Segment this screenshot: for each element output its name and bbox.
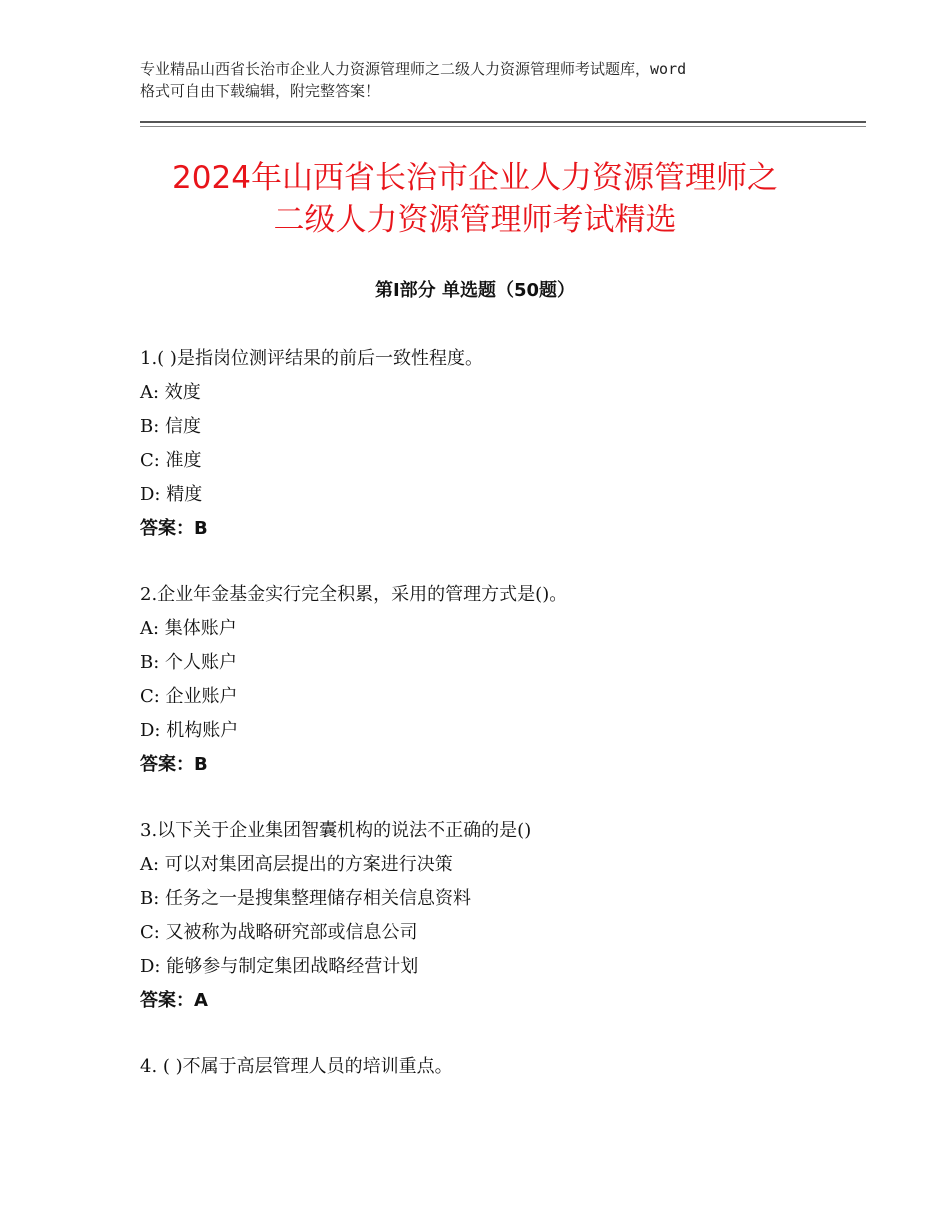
option-a: A: 可以对集团高层提出的方案进行决策 — [140, 854, 453, 875]
section-heading: 第Ⅰ部分 单选题（50题） — [374, 280, 575, 301]
document-title — [80, 157, 870, 241]
option-c: C: 又被称为战略研究部或信息公司 — [140, 922, 418, 943]
question-stem: 4. ( )不属于高层管理人员的培训重点。 — [140, 1056, 453, 1077]
header-divider-thick — [140, 121, 866, 123]
option-d: D: 机构账户 — [140, 720, 239, 741]
question-stem: 3.以下关于企业集团智囊机构的说法不正确的是() — [140, 820, 532, 841]
header-note-line-2: 格式可自由下载编辑，附完整答案！ — [140, 82, 381, 100]
question-list — [140, 342, 860, 1116]
answer-label: 答案：B — [140, 518, 208, 539]
option-a: A: 效度 — [140, 382, 201, 403]
option-d: D: 精度 — [140, 484, 203, 505]
option-b: B: 个人账户 — [140, 652, 238, 673]
question-3 — [140, 814, 860, 1018]
option-b: B: 任务之一是搜集整理储存相关信息资料 — [140, 888, 472, 909]
answer-label: 答案：B — [140, 754, 208, 775]
document-title-line-2: 二级人力资源管理师考试精选 — [273, 202, 677, 238]
header-note-line-1: 专业精品山西省长治市企业人力资源管理师之二级人力资源管理师考试题库，word — [140, 60, 687, 78]
option-d: D: 能够参与制定集团战略经营计划 — [140, 956, 419, 977]
option-b: B: 信度 — [140, 416, 202, 437]
question-4 — [140, 1050, 860, 1084]
header-divider-thin — [140, 126, 866, 127]
answer-label: 答案：A — [140, 990, 208, 1011]
question-1 — [140, 342, 860, 546]
option-c: C: 企业账户 — [140, 686, 238, 707]
header-note — [140, 58, 840, 102]
question-2 — [140, 578, 860, 782]
option-c: C: 准度 — [140, 450, 202, 471]
question-stem: 2.企业年金基金实行完全积累，采用的管理方式是()。 — [140, 584, 568, 605]
option-a: A: 集体账户 — [140, 618, 237, 639]
document-title-line-1: 2024年山西省长治市企业人力资源管理师之 — [172, 160, 778, 196]
question-stem: 1.( )是指岗位测评结果的前后一致性程度。 — [140, 348, 483, 369]
